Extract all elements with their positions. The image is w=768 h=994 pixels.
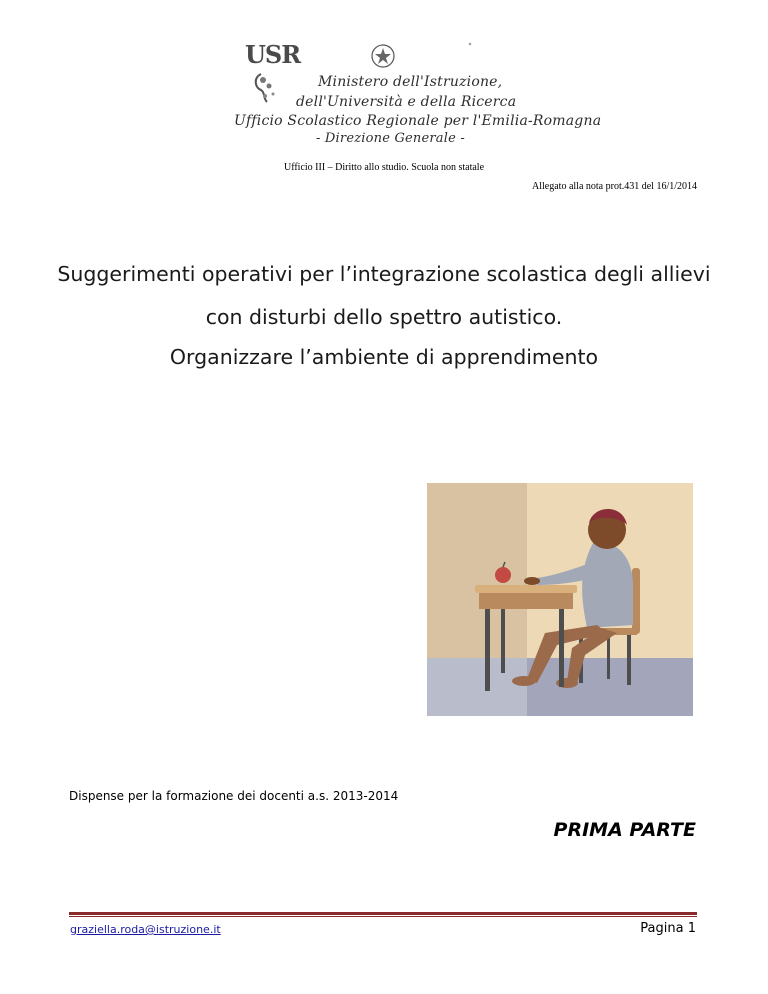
usr-logo-icon <box>243 44 295 106</box>
title-line-3: Organizzare l’ambiente di apprendimento <box>169 345 599 369</box>
title-line-1: Suggerimenti operativi per l’integrazione scolastica degli allievi <box>57 262 711 286</box>
decorative-mark-icon <box>466 40 474 48</box>
course-description: Dispense per la formazione dei docenti a.s. 2013-2014 <box>69 789 399 803</box>
page-number: Pagina 1 <box>640 921 696 936</box>
author-email-link[interactable]: graziella.roda@istruzione.it <box>70 923 221 936</box>
student-at-desk-illustration <box>427 483 693 716</box>
footer-rule-thin <box>69 916 697 917</box>
office-line: Ufficio III – Diritto allo studio. Scuola non statale <box>283 162 485 173</box>
university-line: dell'Università e della Ricerca <box>296 94 517 110</box>
direction-line: - Direzione Generale - <box>316 131 465 146</box>
usr-logo-text: USR <box>245 40 301 69</box>
part-label: PRIMA PARTE <box>553 819 696 841</box>
ministry-line: Ministero dell'Istruzione, <box>318 74 503 90</box>
annex-note: Allegato alla nota prot.431 del 16/1/2014 <box>532 181 697 192</box>
regional-office-line: Ufficio Scolastico Regionale per l'Emilia-Romagna <box>234 113 602 129</box>
italian-emblem-icon <box>370 42 396 70</box>
title-line-2: con disturbi dello spettro autistico. <box>205 305 563 329</box>
footer-rule <box>69 912 697 915</box>
